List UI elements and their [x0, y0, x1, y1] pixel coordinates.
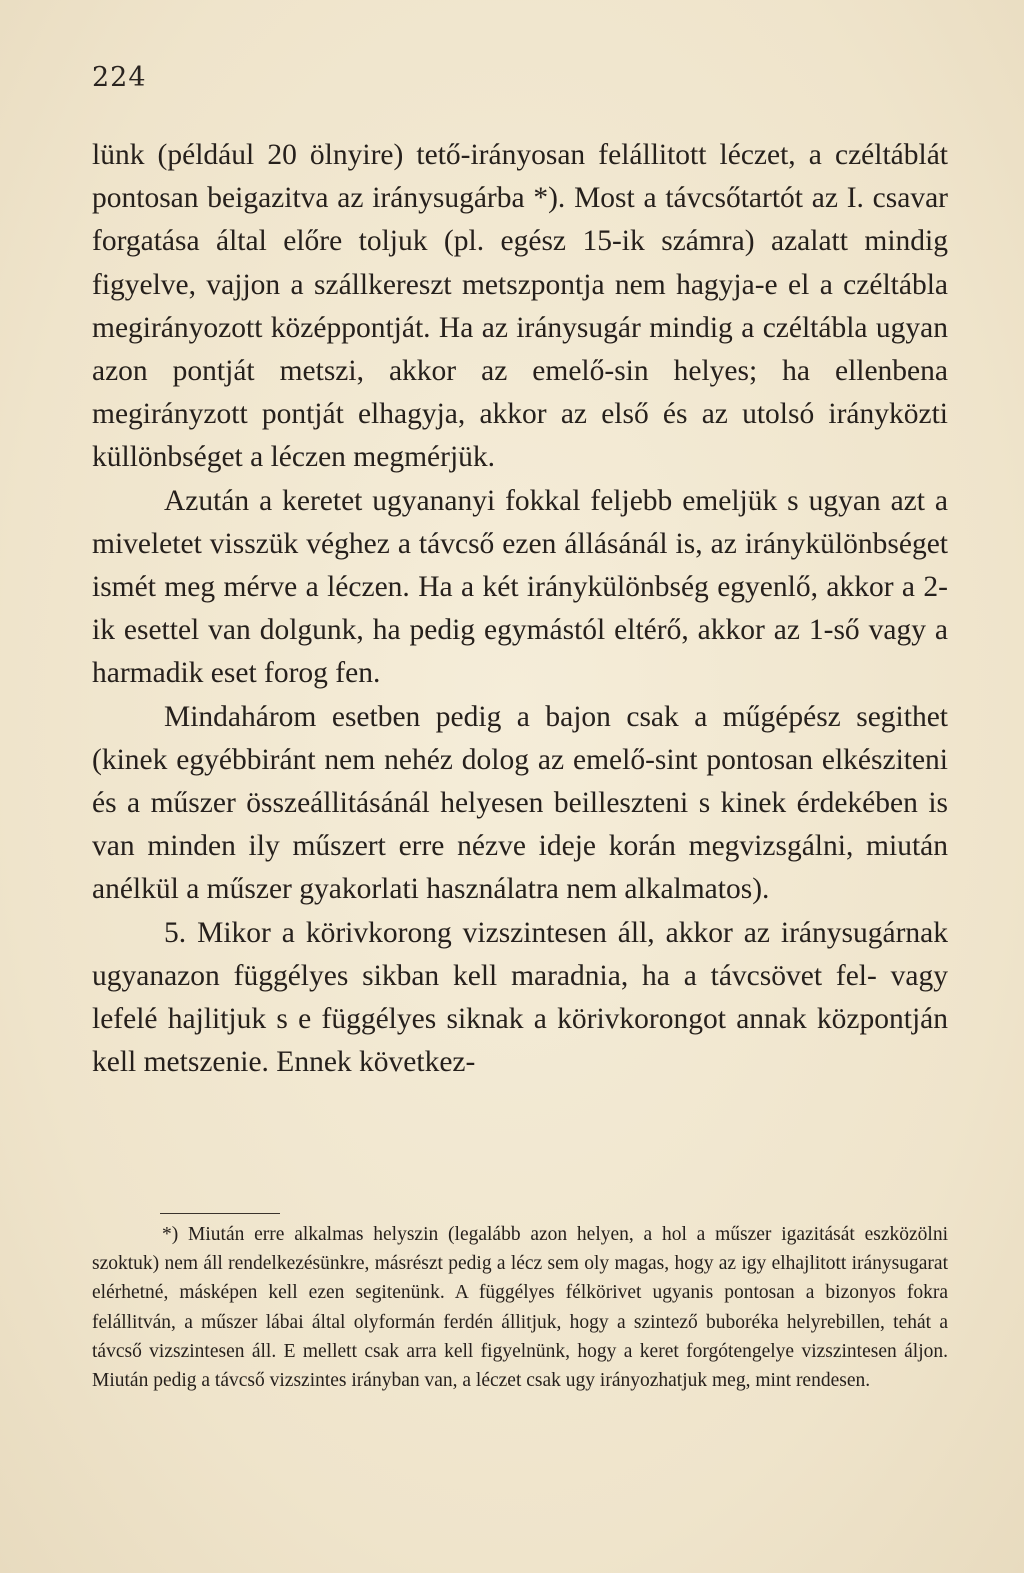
paragraph-3: Mindahárom esetben pedig a bajon csak a műgépész segithet (kinek egyébbiránt nem nehéz dolog az emelő-sint pontosan elkésziteni és a műszer összeállitásánál helyesen beilleszteni s kinek érdekében is van minden ily műszert erre nézve ideje korán megvizsgálni, miután anélkül a műszer gyakorlati használatra nem alkalmatos).	[92, 700, 948, 906]
paragraph-2: Azután a keretet ugyananyi fokkal feljebb emeljük s ugyan azt a miveletet visszük véghez a távcső ezen állásánál is, az iránykülönbséget ismét meg mérve a léczen. Ha a két iránykülönbség egyenlő, akkor a 2-ik esettel van dolgunk, ha pedig egymástól eltérő, akkor az 1-ső vagy a harmadik eset forog fen.	[92, 484, 948, 690]
paragraph-4: 5. Mikor a körivkorong vizszintesen áll, akkor az iránysugárnak ugyanazon függélyes sikban kell maradnia, ha a távcsövet fel- vagy lefelé hajlitjuk s e függélyes siknak a körivkorongot annak központján kell metszenie. Ennek következ-	[92, 916, 948, 1079]
footnote: *) Miután erre alkalmas helyszin (legalább azon helyen, a hol a műszer igazitását eszközölni szoktuk) nem áll rendelkezésünkre, másrészt pedig a lécz sem oly magas, hogy az igy elhajlitott iránysugarat elérhetné, másképen kell ezen segitenünk. A függélyes félkörivet ugyanis pontosan a bizonyos fokra felállitván, a műszer lábai által olyformán ferdén állitjuk, hogy a szintező buboréka helyrebillen, tehát a távcső vizszintesen áll. E mellett csak arra kell figyelnünk, hogy a keret forgótengelye vizszintesen áljon. Miután pedig a távcső vizszintes irányban van, a léczet csak ugy irányozhatjuk meg, mint rendesen.	[92, 1224, 948, 1392]
page-number: 224	[92, 62, 147, 93]
footnote-divider	[160, 1213, 280, 1214]
body-text	[92, 134, 948, 1084]
paragraph-1: lünk (például 20 ölnyire) tető-irányosan felállitott léczet, a czéltáblát pontosan beigazitva az iránysugárba *). Most a távcsőtartót az I. csavar forgatása által előre toljuk (pl. egész 15-ik számra) azalatt mindig figyelve, vajjon a szállkereszt metszpontja nem hagyja-e el a czéltábla megirányozott középpontját. Ha az iránysugár mindig a czéltábla ugyan azon pontját metszi, akkor az emelő-sin helyes; ha ellenbena megirányzott pontját elhagyja, akkor az első és az utolsó irányközti küllönbséget a léczen megmérjük.	[92, 139, 948, 474]
